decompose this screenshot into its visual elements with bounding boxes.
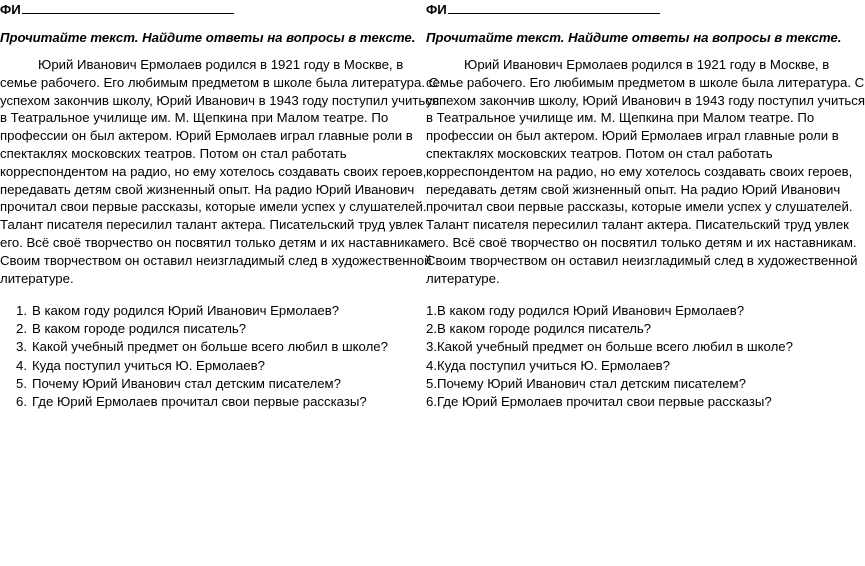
question-text: В каком году родился Юрий Иванович Ермолаев?	[32, 303, 340, 318]
task-instruction: Прочитайте текст. Найдите ответы на вопросы в тексте.	[426, 30, 842, 45]
text-line: корреспондентом на радио, но ему хотелось создавать своих героев,	[426, 163, 853, 179]
text-line: его. Всё своё творчество он посвятил только детям и их наставникам.	[426, 234, 857, 250]
text-line: Своим творчеством он оставил неизгладимый след в художественной	[0, 252, 432, 268]
text-line: передавать детям свой жизненный опыт. На радио Юрий Иванович	[426, 181, 841, 197]
text-line: семье рабочего. Его любимым предметом в школе была литература. С	[426, 74, 865, 90]
question-item: 6.Где Юрий Ермолаев прочитал свои первые рассказы?	[426, 393, 772, 409]
text-line: профессии он был актером. Юрий Ермолаев играл главные роли в	[0, 128, 413, 144]
fi-blank-line[interactable]	[448, 2, 660, 14]
question-text: Почему Юрий Иванович стал детским писателем?	[32, 375, 341, 391]
text-line: успехом закончив школу, Юрий Иванович в 1943 году поступил учиться	[0, 92, 440, 108]
text-line: спектаклях московских театров. Потом он стал работать	[426, 145, 773, 161]
question-number: 2.	[16, 321, 27, 337]
text-line: литературе.	[0, 270, 74, 286]
question-item: 5.Почему Юрий Иванович стал детским писателем?	[426, 375, 746, 391]
text-line: Талант писателя пересилил талант актера. Писательский труд увлек	[426, 217, 849, 233]
reading-text	[0, 56, 440, 287]
text-line: Юрий Иванович Ермолаев родился в 1921 году в Москве, в	[464, 57, 830, 72]
text-line: Юрий Иванович Ермолаев родился в 1921 году в Москве, в	[38, 57, 404, 72]
text-line: литературе.	[426, 270, 500, 286]
fi-field	[426, 2, 660, 17]
text-line: семье рабочего. Его любимым предметом в школе была литература. С	[0, 74, 439, 90]
question-number: 6.	[16, 393, 27, 409]
text-line: в Театральное училище им. М. Щепкина при Малом театре. По	[426, 110, 815, 126]
question-text: Куда поступил учиться Ю. Ермолаев?	[32, 357, 265, 373]
question-text: Где Юрий Ермолаев прочитал свои первые рассказы?	[32, 393, 367, 409]
question-number: 5.	[16, 375, 27, 391]
text-line: в Театральное училище им. М. Щепкина при Малом театре. По	[0, 110, 389, 126]
question-list	[426, 302, 793, 411]
question-item	[0, 302, 388, 320]
question-list	[0, 302, 388, 411]
text-line: Талант писателя пересилил талант актера. Писательский труд увлек	[0, 217, 423, 233]
task-instruction: Прочитайте текст. Найдите ответы на вопросы в тексте.	[0, 30, 416, 45]
question-item	[0, 320, 388, 338]
text-line: прочитал свои первые рассказы, которые имели успех у слушателей.	[0, 199, 427, 215]
reading-text	[426, 56, 865, 287]
text-line: корреспондентом на радио, но ему хотелось создавать своих героев,	[0, 163, 427, 179]
question-item: 2.В каком городе родился писатель?	[426, 321, 652, 337]
question-item: 3.Какой учебный предмет он больше всего любил в школе?	[426, 339, 793, 355]
text-line: успехом закончив школу, Юрий Иванович в 1943 году поступил учиться	[426, 92, 865, 108]
question-text: Какой учебный предмет он больше всего любил в школе?	[32, 339, 388, 355]
question-item: 1.В каком году родился Юрий Иванович Ермолаев?	[426, 303, 745, 318]
question-text: В каком городе родился писатель?	[32, 321, 247, 337]
fi-label: ФИ	[0, 2, 21, 17]
text-line: его. Всё своё творчество он посвятил только детям и их наставникам.	[0, 234, 431, 250]
fi-blank-line[interactable]	[22, 2, 234, 14]
question-item	[0, 393, 388, 411]
fi-field	[0, 2, 234, 17]
text-line: спектаклях московских театров. Потом он стал работать	[0, 145, 347, 161]
text-line: прочитал свои первые рассказы, которые имели успех у слушателей.	[426, 199, 853, 215]
text-line: профессии он был актером. Юрий Ермолаев играл главные роли в	[426, 128, 839, 144]
fi-label: ФИ	[426, 2, 447, 17]
text-line: Своим творчеством он оставил неизгладимый след в художественной	[426, 252, 858, 268]
question-number: 4.	[16, 357, 27, 373]
question-number: 1.	[16, 303, 27, 318]
question-item: 4.Куда поступил учиться Ю. Ермолаев?	[426, 357, 670, 373]
question-item	[0, 338, 388, 356]
question-item	[0, 357, 388, 375]
text-line: передавать детям свой жизненный опыт. На радио Юрий Иванович	[0, 181, 415, 197]
question-item	[0, 375, 388, 393]
question-number: 3.	[16, 339, 27, 355]
